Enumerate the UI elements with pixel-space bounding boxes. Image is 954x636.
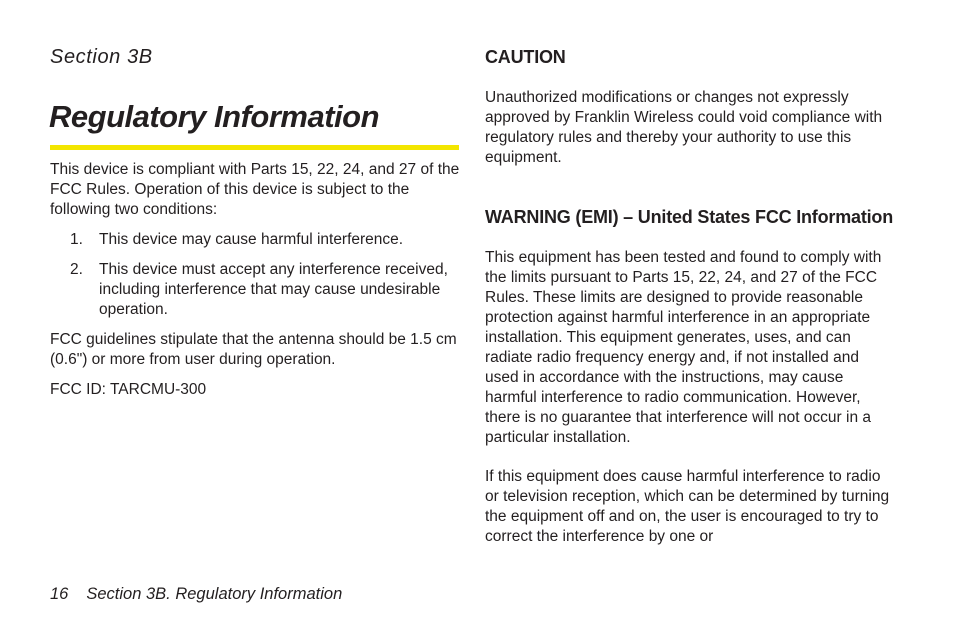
title-underline-rule [50, 145, 459, 150]
right-column [485, 47, 895, 547]
list-item [50, 230, 460, 250]
caution-heading: CAUTION [485, 47, 566, 67]
intro-paragraph: This device is compliant with Parts 15, 22, 24, and 27 of the FCC Rules. Operation of this device is subject to the following two conditions: [50, 161, 460, 218]
page-title: Regulatory Information [49, 99, 380, 134]
left-column [50, 160, 460, 400]
page-footer [50, 584, 342, 604]
list-item-text: This device must accept any interference received, including interference that may cause undesirable operation. [99, 261, 448, 318]
list-item-number: 1. [70, 231, 83, 248]
warning-paragraph-2: If this equipment does cause harmful interference to radio or television reception, which can be determined by turning the equipment off and on, the user is encouraged to try to correct the interference by one or [485, 468, 890, 545]
antenna-guideline-paragraph: FCC guidelines stipulate that the antenna should be 1.5 cm (0.6") or more from user during operation. [50, 331, 457, 368]
page-number: 16 [50, 585, 69, 603]
section-label: Section 3B [50, 46, 153, 68]
fcc-id: FCC ID: TARCMU-300 [50, 381, 207, 398]
warning-paragraph-1: This equipment has been tested and found to comply with the limits pursuant to Parts 15, 22, 24, and 27 of the FCC Rules. These limits are designed to provide reasonable protection against harmful interference in an appropriate installation. This equipment generates, uses, and can radiate radio frequency energy and, if not installed and used in accordance with the instructions, may cause harmful interference to radio communication. However, there is no guarantee that interference will not occur in a particular installation. [485, 249, 882, 446]
conditions-list [50, 230, 460, 320]
list-item-number: 2. [70, 261, 83, 278]
running-title: Section 3B. Regulatory Information [86, 585, 343, 603]
caution-paragraph: Unauthorized modifications or changes not expressly approved by Franklin Wireless could void compliance with regulatory rules and thereby your authority to use this equipment. [485, 89, 883, 166]
list-item-text: This device may cause harmful interference. [99, 231, 404, 248]
list-item [50, 260, 460, 320]
warning-heading: WARNING (EMI) – United States FCC Information [485, 207, 894, 227]
